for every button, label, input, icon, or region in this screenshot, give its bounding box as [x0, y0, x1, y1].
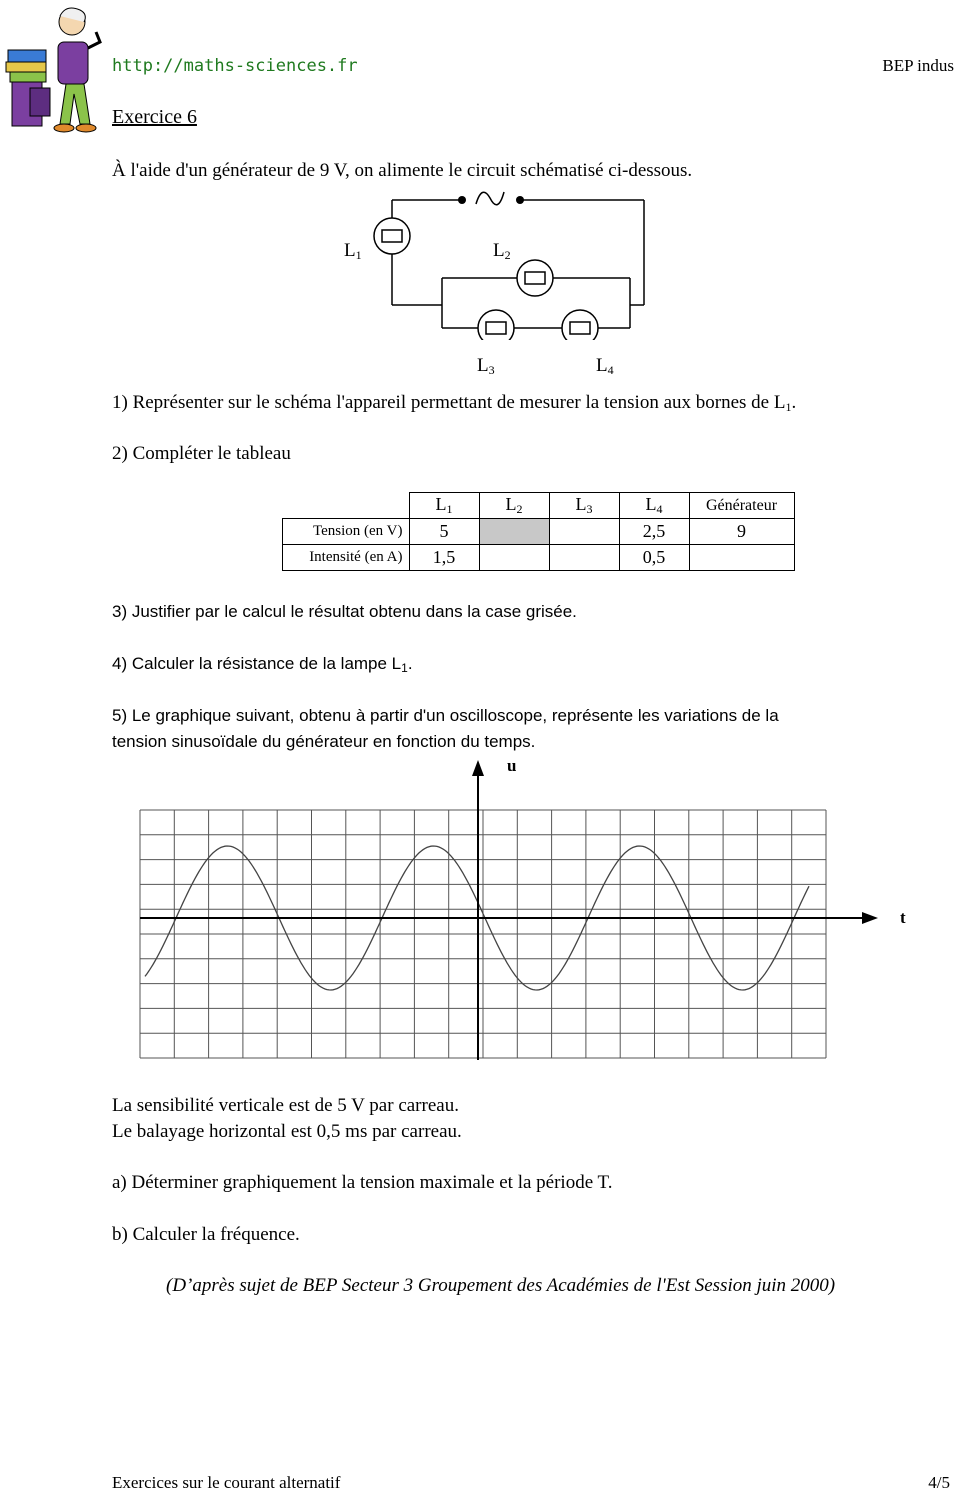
table-cell: 1,5	[409, 545, 479, 571]
source-note: (D’après sujet de BEP Secteur 3 Groupement des Académies de l'Est Session juin 2000)	[166, 1275, 836, 1296]
table-cell: 2,5	[619, 519, 689, 545]
question-5-line2: tension sinusoïdale du générateur en fonction du temps.	[112, 732, 536, 751]
table-header: $L_1$	[409, 493, 479, 519]
label-l2: $L_2$	[493, 240, 511, 262]
horizontal-sweep: Le balayage horizontal est 0,5 ms par carreau.	[112, 1121, 462, 1142]
u-axis-label: u	[507, 756, 517, 775]
label-l1: $L_1$	[344, 240, 362, 262]
vertical-sensitivity: La sensibilité verticale est de 5 V par carreau.	[112, 1095, 459, 1116]
label-l3: $L_3$	[477, 355, 495, 377]
table-cell: 9	[689, 519, 794, 545]
table-cell: 5	[409, 519, 479, 545]
exercise-intro: À l'aide d'un générateur de 9 V, on alimente le circuit schématisé ci-dessous.	[112, 160, 693, 181]
header-level: BEP indus	[882, 56, 954, 75]
question-1: 1) Représenter sur le schéma l'appareil permettant de mesurer la tension aux bornes de $L_1$.	[112, 392, 797, 414]
table-header: $L_4$	[619, 493, 689, 519]
footer-title: Exercices sur le courant alternatif	[112, 1473, 341, 1492]
question-3: 3) Justifier par le calcul le résultat obtenu dans la case grisée.	[112, 602, 577, 621]
exercise-title: Exercice 6	[112, 106, 197, 128]
row-label: Tension (en V)	[283, 519, 410, 545]
question-4: 4) Calculer la résistance de la lampe $L_1$.	[112, 654, 413, 675]
row-label: Intensité (en A)	[283, 545, 410, 571]
question-5-line1: 5) Le graphique suivant, obtenu à partir d'un oscilloscope, représente les variations de la	[112, 706, 779, 725]
table-header: $L_3$	[549, 493, 619, 519]
u-axis-arrow	[472, 760, 484, 776]
header-url[interactable]: http://maths-sciences.fr	[112, 56, 358, 76]
table-cell: 0,5	[619, 545, 689, 571]
question-2: 2) Compléter le tableau	[112, 443, 291, 464]
label-l4: $L_4$	[596, 355, 614, 377]
table-header: $L_2$	[479, 493, 549, 519]
t-axis-arrow	[862, 912, 878, 924]
question-b: b) Calculer la fréquence.	[112, 1224, 300, 1245]
table-header: Générateur	[689, 493, 794, 519]
t-axis-label: t	[900, 908, 906, 927]
page-number: 4/5	[928, 1473, 950, 1492]
question-a: a) Déterminer graphiquement la tension maximale et la période T.	[112, 1172, 613, 1193]
